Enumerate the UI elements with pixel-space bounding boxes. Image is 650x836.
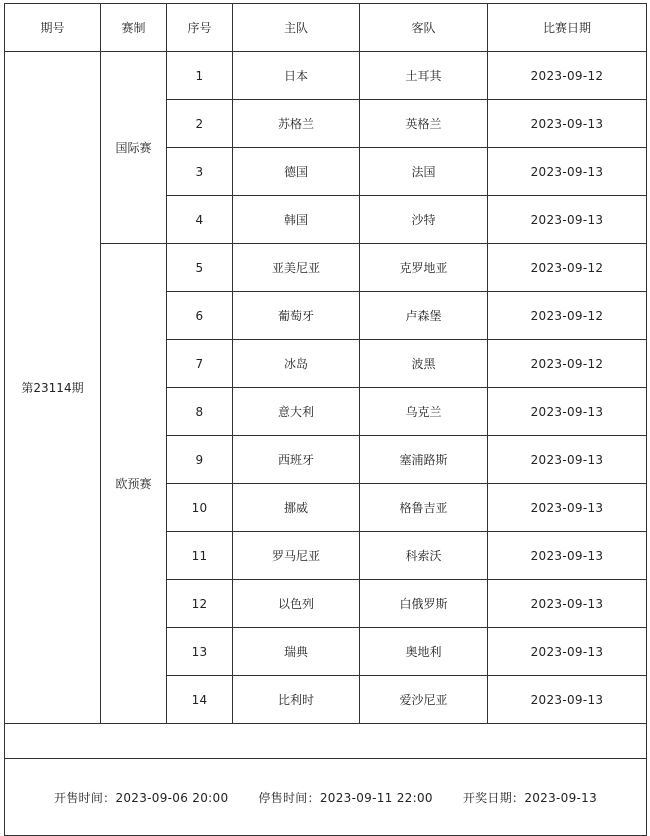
- draw-date: 开奖日期：2023-09-13: [462, 790, 598, 805]
- match-date: 2023-09-13: [488, 628, 647, 676]
- home-team: 苏格兰: [233, 100, 360, 148]
- away-team: 格鲁吉亚: [360, 484, 488, 532]
- table-row: [5, 52, 647, 100]
- match-date: 2023-09-13: [488, 532, 647, 580]
- match-number: 12: [167, 580, 233, 628]
- match-date: 2023-09-12: [488, 244, 647, 292]
- match-number: 5: [167, 244, 233, 292]
- match-number: 6: [167, 292, 233, 340]
- match-date: 2023-09-12: [488, 292, 647, 340]
- blank-cell: [5, 724, 647, 759]
- home-team: 罗马尼亚: [233, 532, 360, 580]
- away-team: 爱沙尼亚: [360, 676, 488, 724]
- home-team: 韩国: [233, 196, 360, 244]
- match-date: 2023-09-12: [488, 340, 647, 388]
- away-team: 科索沃: [360, 532, 488, 580]
- away-team: 白俄罗斯: [360, 580, 488, 628]
- away-team: 克罗地亚: [360, 244, 488, 292]
- match-number: 1: [167, 52, 233, 100]
- header-period: 期号: [5, 4, 101, 52]
- match-number: 14: [167, 676, 233, 724]
- sale-end-time: 停售时间：2023-09-11 22:00: [258, 790, 433, 805]
- match-number: 9: [167, 436, 233, 484]
- match-date: 2023-09-13: [488, 148, 647, 196]
- away-team: 塞浦路斯: [360, 436, 488, 484]
- period-cell: 第23114期: [5, 52, 101, 724]
- match-date: 2023-09-13: [488, 580, 647, 628]
- home-team: 意大利: [233, 388, 360, 436]
- match-date: 2023-09-13: [488, 484, 647, 532]
- footer-row: [5, 759, 647, 836]
- match-date: 2023-09-13: [488, 388, 647, 436]
- group-label: 欧预赛: [101, 244, 167, 724]
- away-team: 土耳其: [360, 52, 488, 100]
- blank-row: [5, 724, 647, 759]
- header-format: 赛制: [101, 4, 167, 52]
- match-number: 4: [167, 196, 233, 244]
- match-date: 2023-09-13: [488, 676, 647, 724]
- home-team: 西班牙: [233, 436, 360, 484]
- away-team: 沙特: [360, 196, 488, 244]
- home-team: 瑞典: [233, 628, 360, 676]
- away-team: 乌克兰: [360, 388, 488, 436]
- match-date: 2023-09-13: [488, 436, 647, 484]
- header-number: 序号: [167, 4, 233, 52]
- home-team: 德国: [233, 148, 360, 196]
- match-number: 10: [167, 484, 233, 532]
- match-number: 7: [167, 340, 233, 388]
- match-schedule-table: [4, 3, 647, 836]
- away-team: 卢森堡: [360, 292, 488, 340]
- match-date: 2023-09-12: [488, 52, 647, 100]
- home-team: 冰岛: [233, 340, 360, 388]
- header-row: [5, 4, 647, 52]
- away-team: 英格兰: [360, 100, 488, 148]
- match-number: 13: [167, 628, 233, 676]
- header-date: 比赛日期: [488, 4, 647, 52]
- group-label: 国际赛: [101, 52, 167, 244]
- home-team: 以色列: [233, 580, 360, 628]
- away-team: 波黑: [360, 340, 488, 388]
- match-number: 11: [167, 532, 233, 580]
- footer-cell: [5, 759, 647, 836]
- home-team: 葡萄牙: [233, 292, 360, 340]
- header-away: 客队: [360, 4, 488, 52]
- sale-start-time: 开售时间：2023-09-06 20:00: [53, 790, 229, 805]
- match-date: 2023-09-13: [488, 100, 647, 148]
- home-team: 亚美尼亚: [233, 244, 360, 292]
- home-team: 比利时: [233, 676, 360, 724]
- home-team: 日本: [233, 52, 360, 100]
- match-number: 8: [167, 388, 233, 436]
- match-number: 3: [167, 148, 233, 196]
- header-home: 主队: [233, 4, 360, 52]
- match-date: 2023-09-13: [488, 196, 647, 244]
- match-number: 2: [167, 100, 233, 148]
- away-team: 法国: [360, 148, 488, 196]
- away-team: 奥地利: [360, 628, 488, 676]
- table-row: [5, 244, 647, 292]
- home-team: 挪威: [233, 484, 360, 532]
